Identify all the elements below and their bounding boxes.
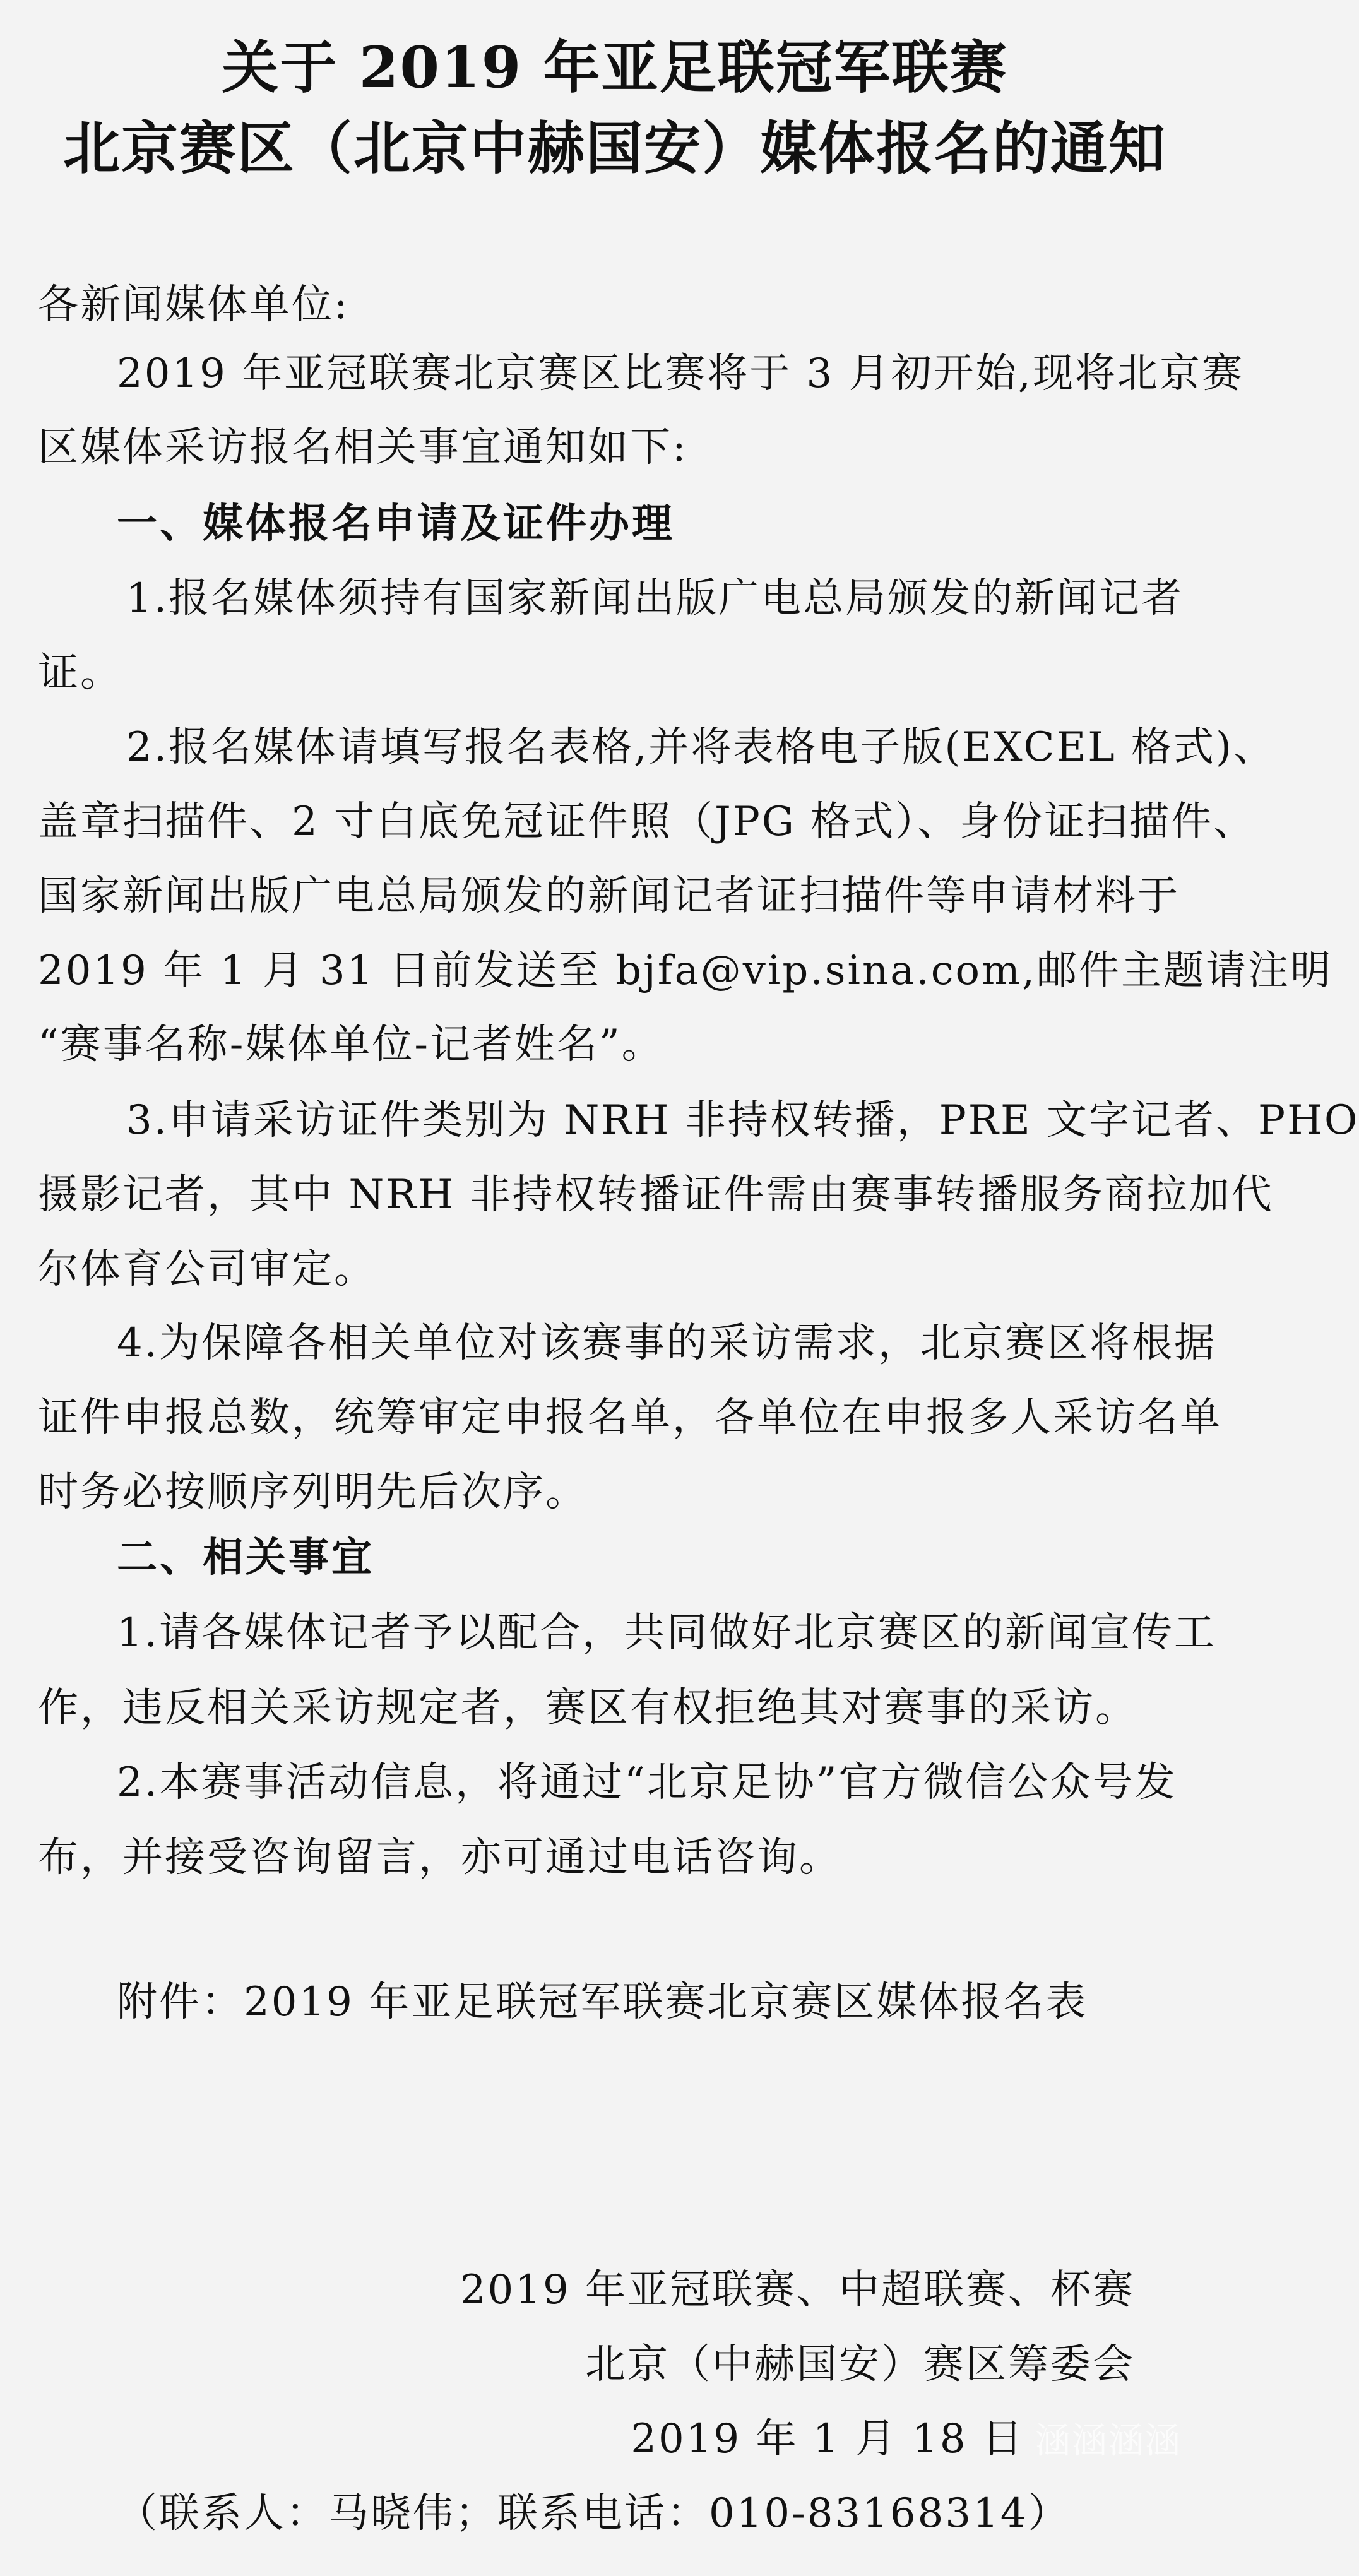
signature-organizer-1: 2019 年亚冠联赛、中超联赛、杯赛 [460,2267,1135,2313]
intro-line-1: 2019 年亚冠联赛北京赛区比赛将于 3 月初开始,现将北京赛 [117,350,1244,397]
section-1-item-4-line-2: 证件申报总数，统筹审定申报名单，各单位在申报多人采访名单 [38,1394,1222,1441]
intro-line-2: 区媒体采访报名相关事宜通知如下: [38,424,688,471]
section-2-item-1-line-2: 作，违反相关采访规定者，赛区有权拒绝其对赛事的采访。 [38,1685,1137,1731]
section-1-item-1-line-1: 1.报名媒体须持有国家新闻出版广电总局颁发的新闻记者 [126,575,1184,622]
section-1-item-4-line-1: 4.为保障各相关单位对该赛事的采访需求，北京赛区将根据 [117,1320,1217,1367]
contact-info: （联系人：马晓伟；联系电话：010-83168314） [117,2490,1071,2537]
section-2-item-1-line-1: 1.请各媒体记者予以配合，共同做好北京赛区的新闻宣传工 [117,1610,1217,1656]
signature-date: 2019 年 1 月 18 日 [631,2416,1024,2462]
section-1-heading: 一、媒体报名申请及证件办理 [117,501,675,547]
signature-organizer-2: 北京（中赫国安）赛区筹委会 [585,2341,1135,2388]
section-1-item-3-line-3: 尔体育公司审定。 [38,1246,376,1293]
watermark: 涵涵涵涵 [1035,2421,1182,2462]
section-2-heading: 二、相关事宜 [117,1534,374,1581]
section-1-item-2-line-2: 盖章扫描件、2 寸白底免冠证件照（JPG 格式）、身份证扫描件、 [38,798,1256,845]
section-1-item-4-line-3: 时务必按顺序列明先后次序。 [38,1469,588,1516]
section-1-item-2-line-1: 2.报名媒体请填写报名表格,并将表格电子版(EXCEL 格式)、 [126,724,1276,771]
section-2-item-2-line-1: 2.本赛事活动信息，将通过“北京足协”官方微信公众号发 [117,1759,1177,1806]
section-1-item-1-line-2: 证。 [38,650,122,696]
section-1-item-2-line-3: 国家新闻出版广电总局颁发的新闻记者证扫描件等申请材料于 [38,873,1180,920]
section-1-item-2-line-4: 2019 年 1 月 31 日前发送至 bjfa@vip.sina.com,邮件主题请注明 [38,947,1333,994]
section-2-item-2-line-2: 布，并接受咨询留言，亦可通过电话咨询。 [38,1834,841,1881]
section-1-item-2-line-5: “赛事名称-媒体单位-记者姓名”。 [38,1021,664,1068]
title-line-1: 关于 2019 年亚足联冠军联赛 [222,34,1008,101]
section-1-item-3-line-1: 3.申请采访证件类别为 NRH 非持权转播，PRE 文字记者、PHO [126,1097,1359,1144]
salutation: 各新闻媒体单位: [38,282,350,328]
section-1-item-3-line-2: 摄影记者，其中 NRH 非持权转播证件需由赛事转播服务商拉加代 [38,1172,1274,1218]
title-line-2: 北京赛区（北京中赫国安）媒体报名的通知 [63,115,1166,182]
attachment-note: 附件：2019 年亚足联冠军联赛北京赛区媒体报名表 [117,1979,1088,2026]
